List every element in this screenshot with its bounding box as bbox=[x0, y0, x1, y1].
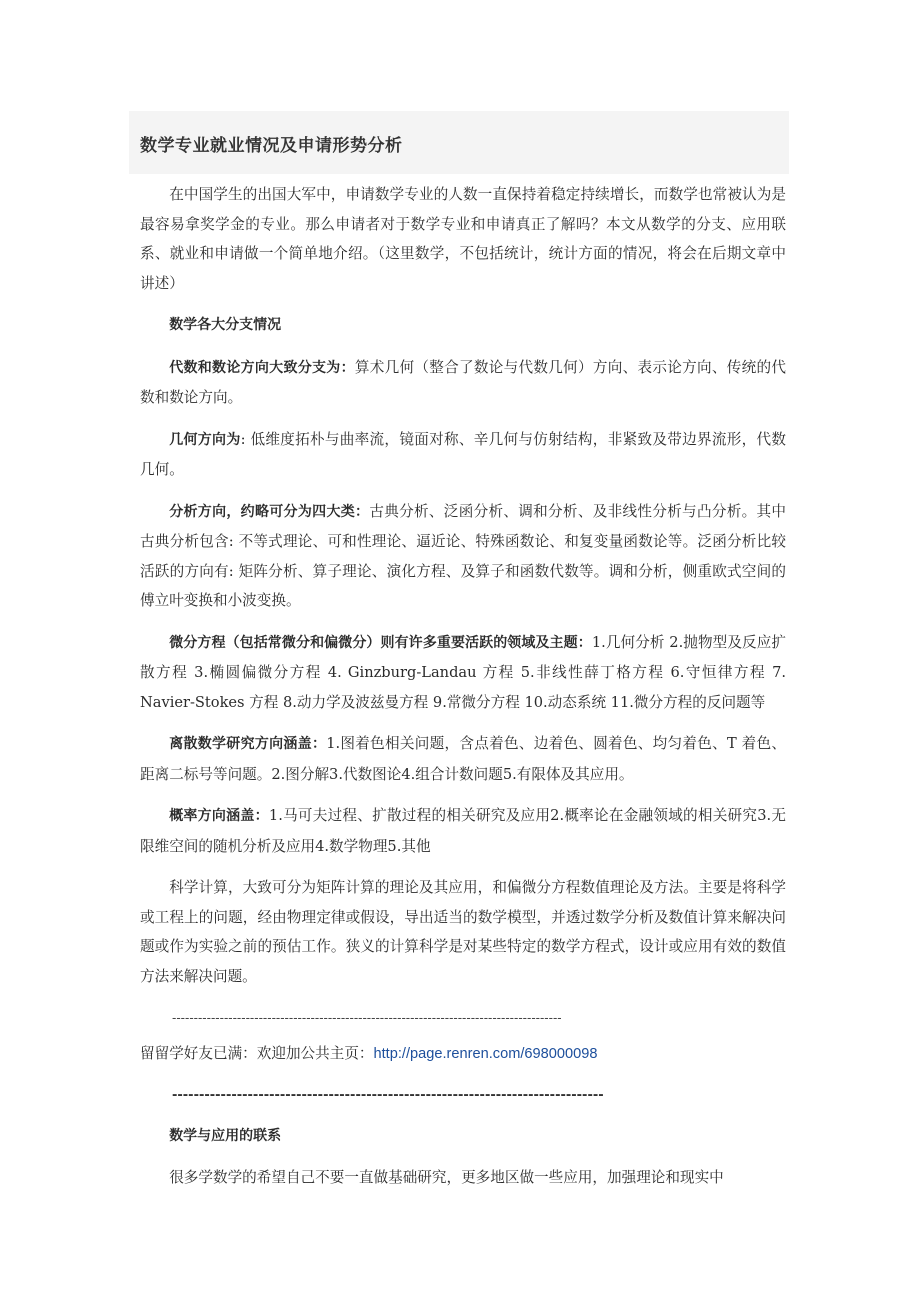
notice-paragraph bbox=[140, 1039, 786, 1070]
article-body bbox=[140, 180, 786, 1205]
article-title-bar bbox=[129, 111, 789, 174]
divider-line: ------------------------------------------------------------------------------------------ bbox=[172, 1010, 562, 1025]
discrete-label: 离散数学研究方向涵盖： bbox=[169, 736, 327, 752]
article-title: 数学专业就业情况及申请形势分析 bbox=[140, 136, 403, 156]
section-heading-applications bbox=[140, 1121, 786, 1152]
section-heading-branches bbox=[140, 310, 786, 341]
geometry-label: 几何方向为 bbox=[169, 431, 241, 448]
pde-label: 微分方程（包括常微分和偏微分）则有许多重要活跃的领域及主题： bbox=[169, 634, 592, 651]
algebra-text: 算术几何（整合了数论与代数几何）方向、表示论方向、传统的代数和数论方向。 bbox=[140, 358, 786, 406]
probability-paragraph bbox=[140, 801, 786, 861]
renren-page-link[interactable]: http://page.renren.com/698000098 bbox=[373, 1045, 598, 1062]
scientific-computing-paragraph: 科学计算，大致可分为矩阵计算的理论及其应用，和偏微分方程数值理论及方法。主要是将科学或工程上的问题，经由物理定律或假设，导出适当的数学模型，并透过数学分析及数值计算来解决问题或作为实验之前的预估工作。狭义的计算科学是对某些特定的数学方程式，设计或应用有效的数值方法来解决问题。 bbox=[140, 879, 786, 985]
applications-paragraph: 很多学数学的希望自己不要一直做基础研究，更多地区做一些应用，加强理论和现实中 bbox=[169, 1169, 724, 1186]
analysis-text: 古典分析、泛函分析、调和分析、及非线性分析与凸分析。其中古典分析包含: 不等式理论、可和性理论、逼近论、特殊函数论、和复变量函数论等。泛函分析比较活跃的方向有: 矩阵分析、算子理论、演化方程、及算子和函数代数等。调和分析，侧重欧式空间的傅立叶变换和小波变换。 bbox=[140, 502, 786, 609]
discrete-paragraph bbox=[140, 729, 786, 789]
section-heading-text: 数学各大分支情况 bbox=[169, 317, 282, 333]
algebra-paragraph bbox=[140, 353, 786, 413]
algebra-label: 代数和数论方向大致分支为： bbox=[169, 359, 355, 376]
intro-paragraph: 在中国学生的出国大军中，申请数学专业的人数一直保持着稳定持续增长，而数学也常被认为是最容易拿奖学金的专业。那么申请者对于数学专业和申请真正了解吗？本文从数学的分支、应用联系、就业和申请做一个简单地介绍。（这里数学，不包括统计，统计方面的情况，将会在后期文章中讲述） bbox=[140, 186, 786, 292]
pde-text: 1.几何分析 2.抛物型及反应扩散方程 3.椭圆偏微分方程 4. Ginzburg-Landau 方程 5.非线性薛丁格方程 6.守恒律方程 7. Navier-Stokes 方程 8.动力学及波兹曼方程 9.常微分方程 10.动态系统 11.微分方程的反问题等 bbox=[140, 633, 786, 711]
discrete-text: 1.图着色相关问题，含点着色、边着色、圆着色、均匀着色、T 着色、距离二标号等问题。2.图分解3.代数图论4.组合计数问题5.有限体及其应用。 bbox=[140, 735, 786, 783]
notice-text: 留留学好友已满：欢迎加公共主页： bbox=[140, 1044, 374, 1062]
section-heading-text: 数学与应用的联系 bbox=[169, 1127, 282, 1144]
probability-text: 1.马可夫过程、扩散过程的相关研究及应用2.概率论在金融领域的相关研究3.无限维空间的随机分析及应用4.数学物理5.其他 bbox=[140, 807, 786, 855]
divider-line-bold: -------------------------------------------------------------------------------- bbox=[172, 1088, 604, 1103]
probability-label: 概率方向涵盖： bbox=[169, 808, 269, 824]
geometry-paragraph bbox=[140, 425, 786, 485]
analysis-label: 分析方向，约略可分为四大类： bbox=[169, 503, 370, 520]
geometry-text: : 低维度拓朴与曲率流，镜面对称、辛几何与仿射结构，非紧致及带边界流形，代数几何。 bbox=[140, 430, 787, 478]
analysis-paragraph bbox=[140, 497, 786, 616]
pde-paragraph bbox=[140, 628, 786, 718]
